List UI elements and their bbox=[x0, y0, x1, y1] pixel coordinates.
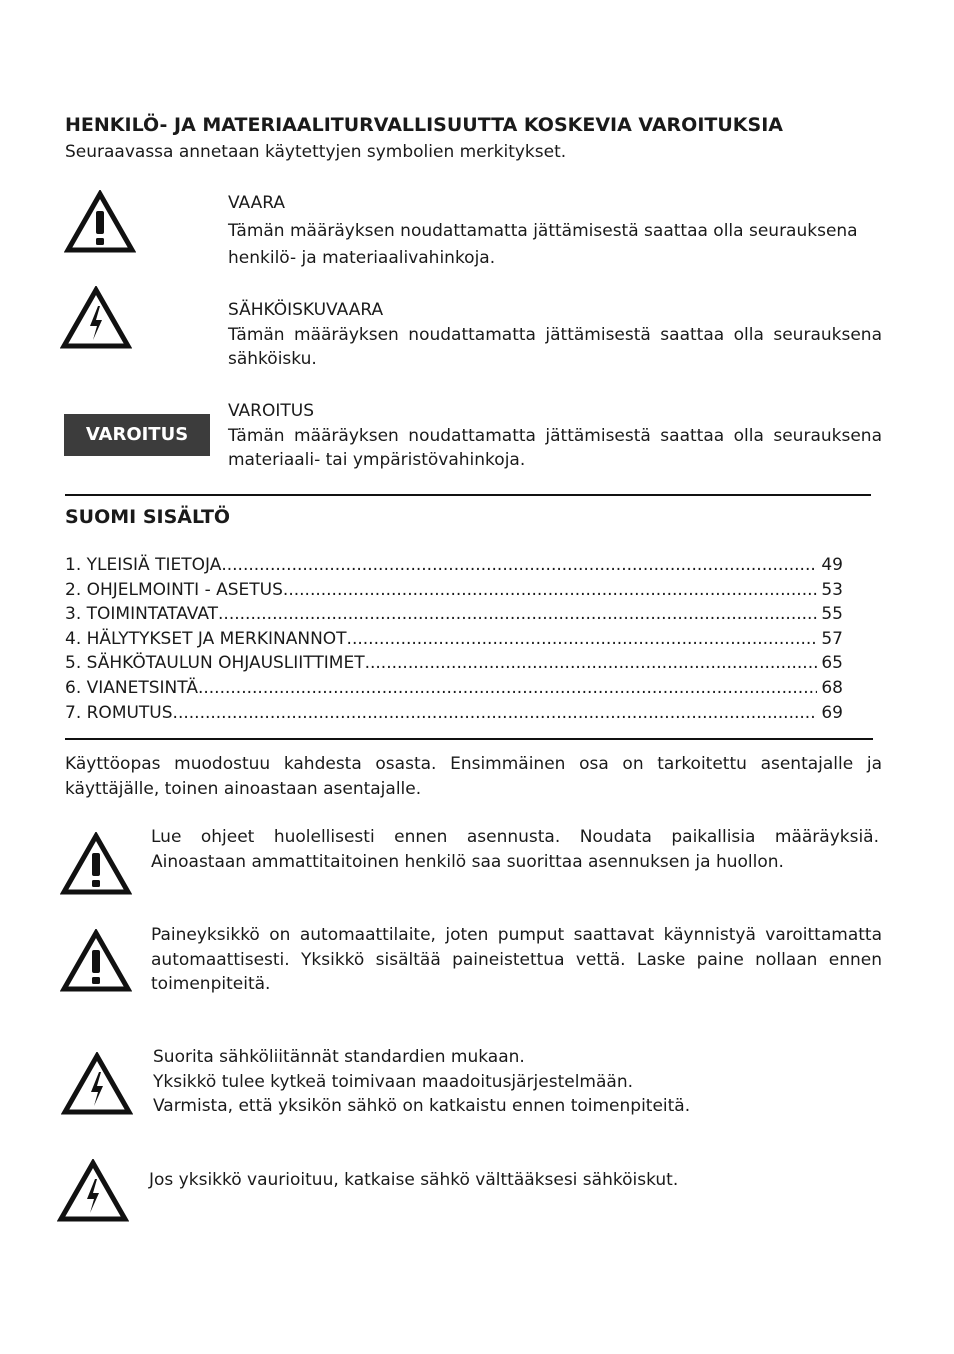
toc-item-page: 53 bbox=[821, 579, 843, 600]
toc-item-title: 4. HÄLYTYKSET JA MERKINANNOT bbox=[65, 628, 347, 649]
symbol-title-sahkoiskuvaara: SÄHKÖISKUVAARA bbox=[228, 300, 384, 320]
toc-leader-dots bbox=[218, 604, 817, 624]
toc-item-page: 69 bbox=[821, 702, 843, 723]
toc-heading: SUOMI SISÄLTÖ bbox=[65, 506, 231, 528]
toc-leader-dots bbox=[173, 703, 818, 723]
toc-item[interactable] bbox=[65, 678, 843, 703]
symbol-text-varoitus: Tämän määräyksen noudattamatta jättämisestä saattaa olla seurauksena materiaali- tai ympäristövahinkoja. bbox=[228, 425, 882, 470]
intro-text: Seuraavassa annetaan käytettyjen symbolien merkitykset. bbox=[65, 142, 567, 162]
toc-item-title: 5. SÄHKÖTAULUN OHJAUSLIITTIMET bbox=[65, 653, 365, 674]
guide-intro-text: Käyttöopas muodostuu kahdesta osasta. Ensimmäinen osa on tarkoitettu asentajalle ja käyttäjälle, toinen ainoastaan asentajalle. bbox=[65, 754, 882, 799]
toc-item[interactable] bbox=[65, 604, 843, 629]
table-of-contents bbox=[65, 555, 843, 727]
notice-text: Lue ohjeet huolellisesti ennen asennusta. Noudata paikallisia määräyksiä. Ainoastaan ammattitaitoinen henkilö saa suorittaa asennuksen ja huollon. bbox=[151, 827, 879, 872]
toc-leader-dots bbox=[221, 555, 817, 575]
toc-leader-dots bbox=[365, 653, 818, 673]
notice-line: Yksikkö tulee kytkeä toimivaan maadoitusjärjestelmään. bbox=[153, 1071, 634, 1092]
toc-item[interactable] bbox=[65, 629, 843, 654]
toc-item-title: 6. VIANETSINTÄ bbox=[65, 677, 198, 698]
toc-item-title: 3. TOIMINTATAVAT bbox=[65, 604, 219, 625]
toc-item[interactable] bbox=[65, 653, 843, 678]
toc-item-page: 65 bbox=[821, 653, 843, 674]
section-divider bbox=[65, 738, 873, 740]
varoitus-badge: VAROITUS bbox=[64, 414, 210, 456]
notice-text: Jos yksikkö vaurioituu, katkaise sähkö välttääksesi sähköiskut. bbox=[149, 1170, 679, 1190]
toc-leader-dots bbox=[283, 580, 817, 600]
toc-item[interactable] bbox=[65, 703, 843, 728]
toc-item[interactable] bbox=[65, 555, 843, 580]
toc-item-page: 68 bbox=[821, 677, 843, 698]
notice-line: Varmista, että yksikön sähkö on katkaistu ennen toimenpiteitä. bbox=[153, 1096, 691, 1116]
warning-triangle-icon bbox=[64, 190, 136, 254]
warning-triangle-icon bbox=[60, 832, 132, 896]
toc-item[interactable] bbox=[65, 580, 843, 605]
toc-leader-dots bbox=[198, 678, 817, 698]
toc-item-page: 57 bbox=[821, 628, 843, 649]
toc-item-title: 7. ROMUTUS bbox=[65, 702, 173, 723]
section-divider bbox=[65, 494, 871, 496]
toc-item-page: 49 bbox=[821, 555, 843, 575]
symbol-text-sahkoiskuvaara: Tämän määräyksen noudattamatta jättämisestä saattaa olla seurauksena sähköisku. bbox=[228, 324, 882, 369]
symbol-title-varoitus: VAROITUS bbox=[228, 401, 314, 421]
warning-triangle-icon bbox=[60, 929, 132, 993]
toc-item-title: 2. OHJELMOINTI - ASETUS bbox=[65, 579, 283, 600]
notice-text: Paineyksikkö on automaattilaite, joten pumput saattavat käynnistyä varoittamatta automaattisesti. Yksikkö sisältää paineistettua vettä. Laske paine nollaan ennen toimenpiteitä. bbox=[151, 925, 882, 994]
toc-item-title: 1. YLEISIÄ TIETOJA bbox=[65, 555, 222, 575]
toc-leader-dots bbox=[347, 629, 818, 649]
electric-shock-triangle-icon bbox=[57, 1159, 129, 1223]
toc-item-page: 55 bbox=[821, 604, 843, 625]
electric-shock-triangle-icon bbox=[61, 1052, 133, 1116]
electric-shock-triangle-icon bbox=[60, 286, 132, 350]
symbol-text-vaara: Tämän määräyksen noudattamatta jättämisestä saattaa olla seurauksena henkilö- ja materiaalivahinkoja. bbox=[228, 220, 858, 268]
page-title: HENKILÖ- JA MATERIAALITURVALLISUUTTA KOSKEVIA VAROITUKSIA bbox=[65, 114, 783, 136]
notice-line: Suorita sähköliitännät standardien mukaan. bbox=[153, 1047, 525, 1067]
symbol-title-vaara: VAARA bbox=[228, 193, 286, 213]
